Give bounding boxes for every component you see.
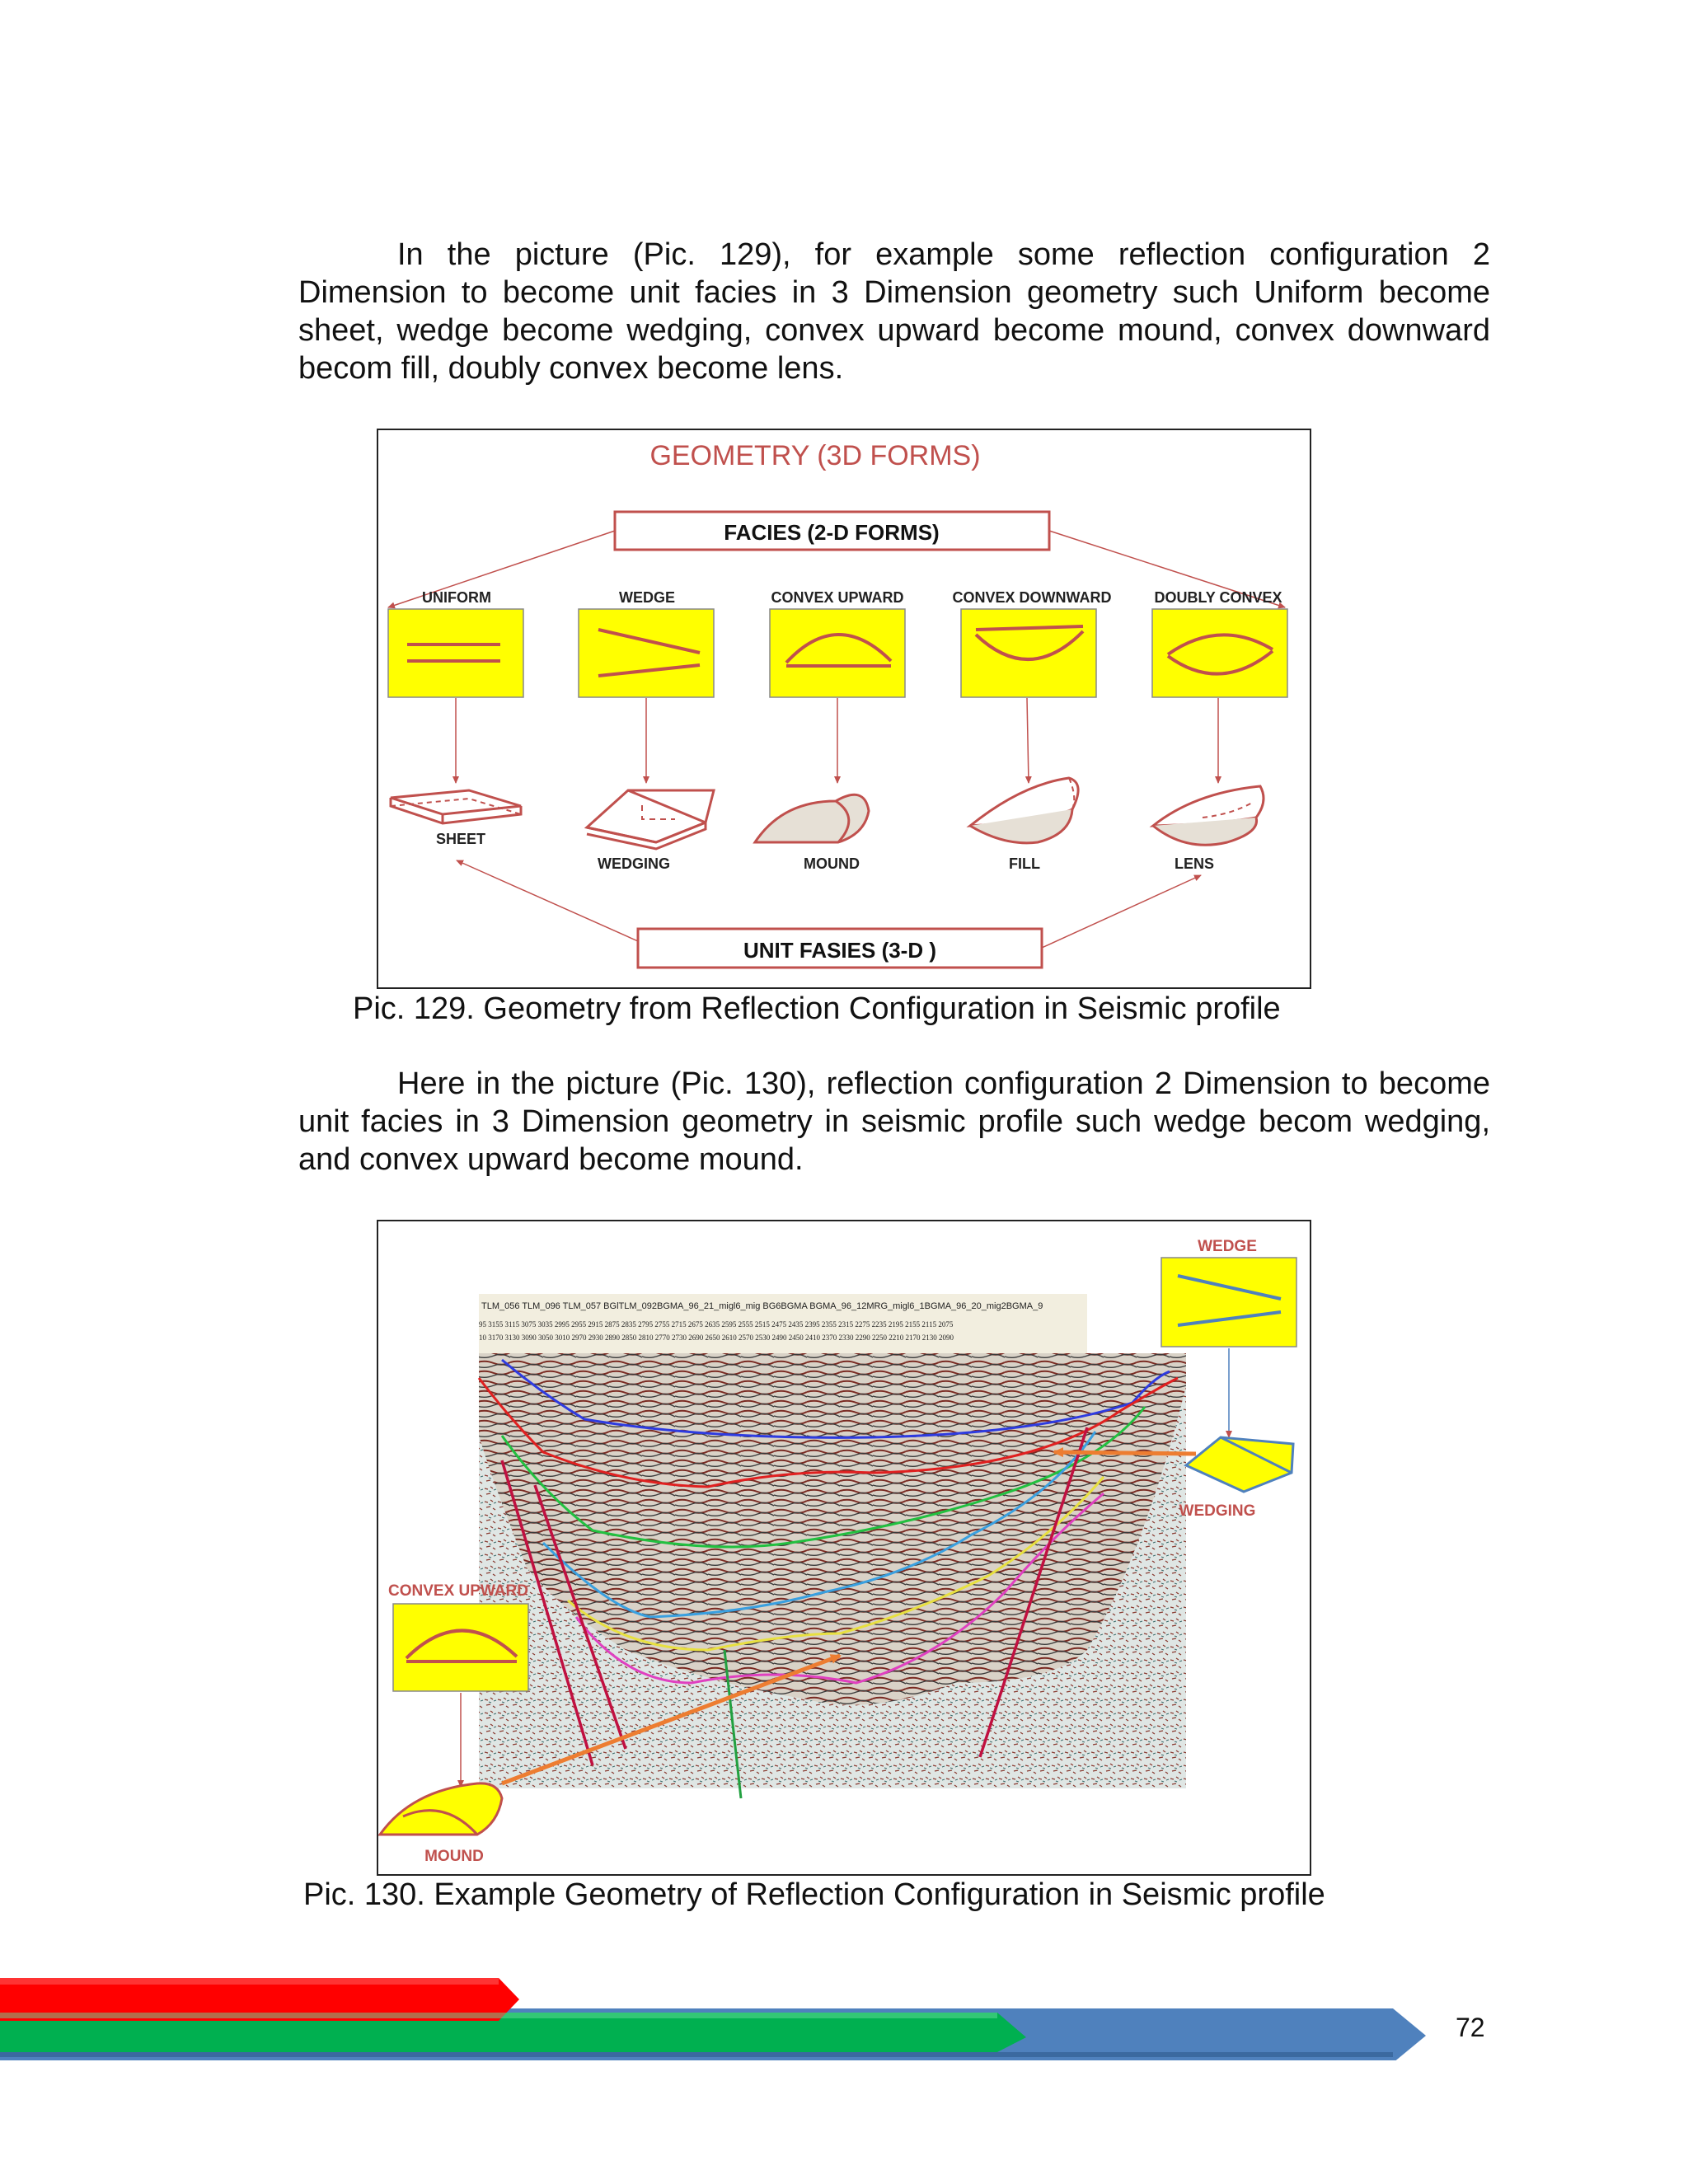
fill-3d-icon	[970, 778, 1078, 843]
mound-3d-icon	[755, 794, 869, 842]
figure-130	[377, 1220, 1311, 1876]
caption-129: Pic. 129. Geometry from Reflection Configuration in Seismic profile	[353, 991, 1281, 1026]
form-3d-label-fill: FILL	[1009, 855, 1040, 872]
footer-ribbon	[0, 1970, 1451, 2060]
sheet-3d-icon	[391, 790, 521, 823]
shotpoint-row-2: 10 3170 3130 3090 3050 3010 2970 2930 2890 2850 2810 2770 2730 2690 2650 2610 2570 2530 2490 2450 2410 2370 2330 2290 2250 2210 2170 2130 2090	[479, 1333, 954, 1342]
form-3d-label-mound: MOUND	[804, 855, 860, 872]
seismic-line-names: TLM_056 TLM_096 TLM_057 BGlTLM_092BGMA_96_21_migl6_mig BG6BGMA BGMA_96_12MRG_migl6_1BGMA_96_20_mig2BGMA_9	[481, 1301, 1043, 1311]
mound-3d-icon	[380, 1783, 502, 1835]
convex-upward-2d-icon	[393, 1604, 528, 1691]
seismic-profile-diagram	[378, 1221, 1310, 1874]
caption-130: Pic. 130. Example Geometry of Reflection Configuration in Seismic profile	[303, 1877, 1325, 1912]
wedge-label: WEDGE	[1198, 1238, 1257, 1255]
convex-downward-2d-icon	[961, 609, 1096, 697]
form-2d-label-uniform: UNIFORM	[422, 589, 491, 606]
mound-label: MOUND	[424, 1848, 484, 1865]
form-2d-label-convex-downward: CONVEX DOWNWARD	[952, 589, 1112, 606]
uniform-2d-icon	[388, 609, 523, 697]
wedging-arrow	[1054, 1452, 1196, 1454]
wedging-label: WEDGING	[1179, 1502, 1256, 1520]
unit-fasies-label: UNIT FASIES (3-D )	[743, 938, 937, 963]
wedging-3d-icon	[1186, 1437, 1293, 1492]
paragraph-1: In the picture (Pic. 129), for example some reflection configuration 2 Dimension to become unit facies in 3 Dimension geometry such Uniform become sheet, wedge become wedging, convex upward become mound, convex downward becom fill, doubly convex become lens.	[298, 237, 1490, 386]
paragraph-2: Here in the picture (Pic. 130), reflection configuration 2 Dimension to become unit facies in 3 Dimension geometry in seismic profile such wedge becom wedging, and convex upward become mound.	[298, 1066, 1490, 1177]
wedging-3d-icon	[587, 790, 714, 849]
form-3d-label-sheet: SHEET	[435, 831, 486, 847]
figure-129	[377, 429, 1311, 989]
form-3d-label-wedging: WEDGING	[598, 855, 670, 872]
wedge-2d-icon	[579, 609, 714, 697]
doubly-convex-2d-icon	[1152, 609, 1287, 697]
form-2d-label-doubly-convex: DOUBLY CONVEX	[1154, 589, 1282, 606]
form-2d-label-convex-upward: CONVEX UPWARD	[771, 589, 904, 606]
convex-upward-2d-icon	[770, 609, 905, 697]
facies-label: FACIES (2-D FORMS)	[724, 520, 940, 545]
form-3d-label-lens: LENS	[1174, 855, 1215, 872]
wedge-2d-icon	[1161, 1258, 1296, 1347]
figure-129-title: GEOMETRY (3D FORMS)	[649, 440, 981, 471]
lens-3d-icon	[1153, 786, 1264, 845]
shotpoint-row-1: 95 3155 3115 3075 3035 2995 2955 2915 2875 2835 2795 2755 2715 2675 2635 2595 2555 2515 2475 2435 2395 2355 2315 2275 2235 2195 2155 2115 2075	[479, 1320, 954, 1329]
convex-upward-label: CONVEX UPWARD	[388, 1582, 528, 1600]
page-number: 72	[1456, 2013, 1485, 2042]
form-2d-label-wedge: WEDGE	[618, 589, 676, 606]
geometry-diagram	[378, 430, 1310, 987]
